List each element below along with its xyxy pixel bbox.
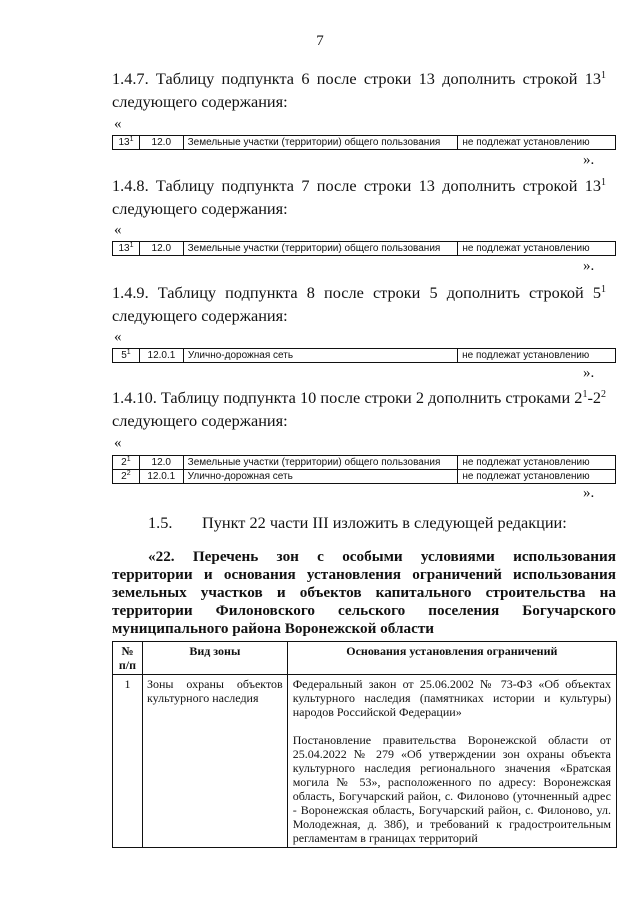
table-row — [113, 456, 616, 470]
paragraph-1-4-10-tail: следующего содержания: — [112, 411, 288, 430]
superscript: 1 — [601, 284, 606, 295]
row-code: 12.0 — [139, 136, 183, 150]
paragraph-1-4-7-tail: следующего содержания: — [112, 92, 288, 111]
header-zone-type: Вид зоны — [142, 642, 287, 675]
basis-paragraph: Федеральный закон от 25.06.2002 № 73-ФЗ «Об объектах культурного наследия (памятниках истории и культуры) народов Российской Федерации» — [292, 677, 611, 719]
insert-table-1-4-9 — [112, 348, 616, 363]
quote-open: « — [114, 222, 122, 238]
row-number: $2^2$ — [113, 470, 140, 484]
page-number: 7 — [316, 33, 324, 49]
paragraph-1-5-text: Пункт 22 части III изложить в следующей редакции: — [202, 513, 567, 532]
section-heading-line: земельных участков и объектов капитального строительства на — [112, 584, 616, 601]
quote-open: « — [114, 329, 122, 345]
section-heading-line: территории и основания установления ограничений использования — [112, 566, 616, 583]
paragraph-1-4-9 — [112, 282, 606, 303]
row-value: не подлежат установлению — [458, 456, 616, 470]
cell-number: 1 — [113, 675, 143, 848]
row-value: не подлежат установлению — [458, 470, 616, 484]
insert-table-1-4-8 — [112, 241, 616, 256]
quote-close: ». — [583, 152, 595, 168]
quote-open: « — [114, 116, 122, 132]
table-header-row — [113, 642, 617, 675]
row-name: Улично-дорожная сеть — [183, 349, 457, 363]
paragraph-text: 1.4.9. Таблицу подпункта 8 после строки 5 дополнить строкой 5 — [112, 283, 601, 302]
paragraph-1-4-9-tail: следующего содержания: — [112, 306, 288, 325]
paragraph-1-4-7 — [112, 68, 606, 89]
row-name: Улично-дорожная сеть — [183, 470, 458, 484]
paragraph-1-5-number: 1.5. — [148, 513, 173, 532]
quote-open: « — [114, 435, 122, 451]
paragraph-1-4-8-tail: следующего содержания: — [112, 199, 288, 218]
paragraph-text: 1.4.10. Таблицу подпункта 10 после строки 2 дополнить строками 2 — [112, 388, 583, 407]
basis-paragraph: Постановление правительства Воронежской области от 25.04.2022 № 279 «Об утверждении зон охраны объекта культурного наследия регионального значения «Братская могила № 53», расположенного по адресу: Воронежская область, Богучарский район, с. Филоново (уточненный адрес - Воронежская область, Богучарский район, с. Филоново, ул. Молодежная, д. 38б), и требований к градостроительным регламентам в границах территорий — [292, 733, 611, 845]
section-heading-line: муниципального района Воронежской области — [112, 620, 435, 637]
paragraph-text: 1.4.7. Таблицу подпункта 6 после строки 13 дополнить строкой 13 — [112, 69, 601, 88]
header-basis: Основания установления ограничений — [287, 642, 616, 675]
header-number: № п/п — [113, 642, 143, 675]
row-value: не подлежат установлению — [458, 242, 616, 256]
row-code: 12.0 — [139, 456, 183, 470]
table-row — [113, 242, 616, 256]
paragraph-1-4-10 — [112, 387, 606, 408]
row-code: 12.0 — [139, 242, 183, 256]
table-row — [113, 349, 616, 363]
section-heading-line: территории Филоновского сельского поселения Богучарского — [112, 602, 616, 619]
paragraph-text: -2 — [587, 388, 601, 407]
quote-close: ». — [583, 258, 595, 274]
quote-close: ». — [583, 485, 595, 501]
row-code: 12.0.1 — [139, 470, 183, 484]
row-value: не подлежат установлению — [458, 136, 616, 150]
superscript: 1 — [582, 389, 588, 400]
table-row — [113, 470, 616, 484]
superscript: 1 — [601, 70, 606, 81]
paragraph-text: 1.4.8. Таблицу подпункта 7 после строки 13 дополнить строкой 13 — [112, 176, 601, 195]
cell-zone-type: Зоны охраны объектов культурного наследия — [142, 675, 287, 848]
row-name: Земельные участки (территории) общего пользования — [183, 456, 458, 470]
row-name: Земельные участки (территории) общего пользования — [183, 242, 458, 256]
paragraph-1-4-8 — [112, 175, 606, 196]
superscript: 2 — [601, 389, 606, 400]
insert-table-1-4-10 — [112, 455, 616, 484]
row-number: $13^1$ — [113, 242, 140, 256]
row-value: не подлежат установлению — [458, 349, 616, 363]
row-number: $13^1$ — [113, 136, 140, 150]
table-row — [113, 136, 616, 150]
cell-basis — [287, 675, 616, 848]
row-name: Земельные участки (территории) общего пользования — [183, 136, 458, 150]
insert-table-1-4-7 — [112, 135, 616, 150]
row-code: 12.0.1 — [139, 349, 183, 363]
superscript: 1 — [601, 177, 606, 188]
quote-close: ». — [583, 365, 595, 381]
section-heading-line: «22. Перечень зон с особыми условиями использования — [148, 548, 616, 565]
table-row — [113, 675, 617, 848]
row-number: $2^1$ — [113, 456, 140, 470]
zones-table — [112, 641, 617, 848]
paragraph-gap — [293, 719, 611, 733]
row-number: $5^1$ — [113, 349, 140, 363]
